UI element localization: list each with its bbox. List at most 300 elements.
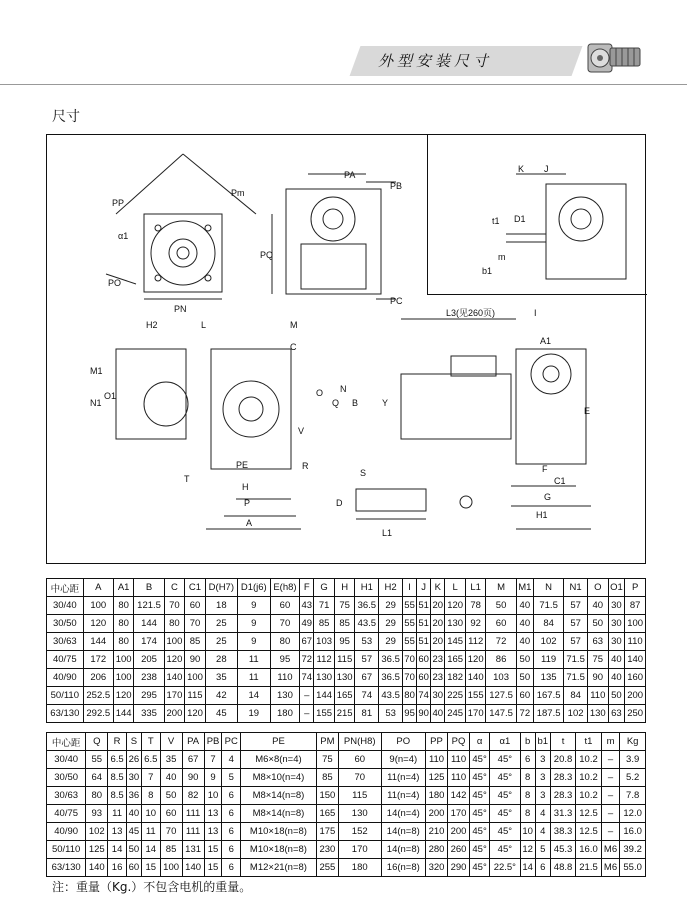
table-cell: 103 <box>314 633 335 651</box>
header-cell: b1 <box>535 733 550 751</box>
table-cell: 75 <box>334 597 355 615</box>
table-cell: 60 <box>126 859 141 877</box>
table-cell: 180 <box>270 705 300 723</box>
table-cell: 12.5 <box>576 823 601 841</box>
header-cell: A1 <box>113 579 134 597</box>
table-cell: 3.9 <box>620 751 646 769</box>
table-cell: 29 <box>379 633 403 651</box>
table-cell: 16 <box>108 859 127 877</box>
label-h1: H1 <box>536 510 548 520</box>
table-cell: 50 <box>588 615 609 633</box>
table-cell: 14(n=8) <box>381 841 425 859</box>
header-cell: V <box>160 733 182 751</box>
header-cell: P <box>625 579 646 597</box>
table-cell: 85 <box>160 841 182 859</box>
table-cell: 30 <box>608 597 625 615</box>
table-cell: 100 <box>160 859 182 877</box>
table-cell: 74 <box>355 687 379 705</box>
table-cell: 87 <box>625 597 646 615</box>
table-cell: 75 <box>588 651 609 669</box>
header-cell: I <box>403 579 417 597</box>
table-cell: 23 <box>431 651 445 669</box>
table-cell: 16.0 <box>576 841 601 859</box>
table-cell: M12×21(n=8) <box>241 859 317 877</box>
table-cell: 110 <box>625 633 646 651</box>
table-cell: M6×8(n=4) <box>241 751 317 769</box>
table-cell: 10 <box>142 805 161 823</box>
table-cell: 230 <box>316 841 338 859</box>
table-cell: 14(n=8) <box>381 823 425 841</box>
table-cell: 55 <box>403 633 417 651</box>
label-h: H <box>242 482 249 492</box>
table-cell: 3 <box>535 787 550 805</box>
table-cell: 31.3 <box>550 805 575 823</box>
table-cell: 130 <box>445 615 466 633</box>
table-cell: 45° <box>470 805 490 823</box>
table-cell: 200 <box>164 705 185 723</box>
table-cell: 6 <box>535 859 550 877</box>
label-q: Q <box>332 398 340 408</box>
table-cell: 111 <box>182 823 204 841</box>
table-cell: 40/75 <box>47 805 86 823</box>
table-row <box>47 669 646 687</box>
label-n: N <box>340 384 347 394</box>
label-p: P <box>244 498 251 508</box>
table-cell: 55 <box>86 751 108 769</box>
table-cell: 290 <box>448 859 470 877</box>
table-cell: 140 <box>625 651 646 669</box>
table-cell: 102 <box>86 823 108 841</box>
table-cell: 5 <box>222 769 241 787</box>
dimension-table-1 <box>46 578 646 723</box>
table-cell: 28 <box>205 651 237 669</box>
table-cell: 86 <box>486 651 516 669</box>
table-cell: 12.5 <box>576 805 601 823</box>
table-cell: 6 <box>520 751 535 769</box>
table-cell: 70 <box>185 615 206 633</box>
header-cell: K <box>431 579 445 597</box>
header-cell: PA <box>182 733 204 751</box>
header-cell: L1 <box>465 579 486 597</box>
table-cell: 110 <box>588 687 609 705</box>
label-pe: PE <box>236 460 249 470</box>
table-cell: 53 <box>379 705 403 723</box>
table-cell: 144 <box>83 633 113 651</box>
table-cell: 110 <box>448 751 470 769</box>
table-cell: 45° <box>490 751 520 769</box>
table-cell: 8.5 <box>108 769 127 787</box>
header-cell: N <box>534 579 564 597</box>
table-cell: 131 <box>182 841 204 859</box>
table-cell: 39.2 <box>620 841 646 859</box>
table-cell: 6 <box>222 787 241 805</box>
label-o1: O1 <box>104 391 117 401</box>
table-cell: 60 <box>417 651 431 669</box>
table-cell: 40/75 <box>47 651 84 669</box>
table-cell: 92 <box>465 615 486 633</box>
table-cell: 48.8 <box>550 859 575 877</box>
header-cell: PN(H8) <box>338 733 381 751</box>
header-cell: M1 <box>516 579 533 597</box>
table-cell: 115 <box>185 687 206 705</box>
table-cell: 10 <box>520 823 535 841</box>
table-cell: 120 <box>185 705 206 723</box>
table-cell: 125 <box>426 769 448 787</box>
table-cell: 252.5 <box>83 687 113 705</box>
table-cell: 8.5 <box>108 787 127 805</box>
table-cell: 9 <box>204 769 222 787</box>
table-cell: 120 <box>445 597 466 615</box>
table-cell: 51 <box>417 597 431 615</box>
table-cell: 170 <box>338 841 381 859</box>
label-m-top: M <box>290 320 298 330</box>
header-cell: H <box>334 579 355 597</box>
table-cell: 60 <box>486 615 516 633</box>
table-cell: M8×14(n=8) <box>241 805 317 823</box>
table-cell: 144 <box>113 705 134 723</box>
label-s: S <box>360 468 367 478</box>
label-c: C <box>290 342 297 352</box>
header-cell: Kg <box>620 733 646 751</box>
table-cell: 26 <box>126 751 141 769</box>
table-row <box>47 687 646 705</box>
table-cell: 110 <box>448 769 470 787</box>
table-cell: 110 <box>270 669 300 687</box>
table-row <box>47 769 646 787</box>
table-cell: 80 <box>113 597 134 615</box>
table-cell: 110 <box>426 751 448 769</box>
table-cell: 95 <box>403 705 417 723</box>
table-cell: 155 <box>465 687 486 705</box>
table-cell: 70 <box>403 651 417 669</box>
table-cell: 40 <box>516 597 533 615</box>
table-cell: 60 <box>270 597 300 615</box>
label-e: E <box>584 406 591 416</box>
table-cell: 10.2 <box>576 751 601 769</box>
table-cell: 120 <box>83 615 113 633</box>
table-cell: 9 <box>237 615 270 633</box>
gearmotor-logo-icon <box>586 36 644 78</box>
table-cell: 8 <box>520 805 535 823</box>
table-cell: – <box>601 787 620 805</box>
table-cell: 7 <box>204 751 222 769</box>
table-cell: 45° <box>490 769 520 787</box>
table-cell: 11(n=4) <box>381 769 425 787</box>
header-cell: O <box>588 579 609 597</box>
label-a: A <box>246 518 253 528</box>
table-cell: 45° <box>490 805 520 823</box>
table-cell: – <box>300 705 314 723</box>
table-cell: 165 <box>445 651 466 669</box>
table-cell: 40 <box>516 615 533 633</box>
table-cell: 40 <box>160 769 182 787</box>
table-cell: 30/50 <box>47 615 84 633</box>
label-pa: PA <box>344 170 356 180</box>
table-cell: 3 <box>535 769 550 787</box>
table-cell: 45 <box>205 705 237 723</box>
table-cell: 60 <box>185 597 206 615</box>
table-cell: 63 <box>608 705 625 723</box>
header-cell: H2 <box>379 579 403 597</box>
output-shaft-view <box>356 489 472 519</box>
weight-footnote: 注：重量（Kg.）不包含电机的重量。 <box>52 880 252 894</box>
table-cell: 30/50 <box>47 769 86 787</box>
table-cell: 40 <box>126 805 141 823</box>
table-cell: 160 <box>625 669 646 687</box>
table-cell: 30/63 <box>47 633 84 651</box>
label-pb: PB <box>390 181 403 191</box>
table-cell: 6 <box>222 823 241 841</box>
table-row <box>47 705 646 723</box>
table-cell: 72 <box>516 705 533 723</box>
table-cell: 13 <box>108 823 127 841</box>
table-cell: 90 <box>182 769 204 787</box>
table-cell: 200 <box>625 687 646 705</box>
header-cell: C <box>164 579 185 597</box>
table-cell: 25 <box>205 615 237 633</box>
table-cell: 120 <box>465 651 486 669</box>
table-cell: 70 <box>338 769 381 787</box>
table-cell: 16.0 <box>620 823 646 841</box>
table-cell: 71.5 <box>564 669 588 687</box>
table-cell: 80 <box>113 633 134 651</box>
table-cell: 3 <box>535 751 550 769</box>
table-cell: 10.2 <box>576 769 601 787</box>
table-cell: 57 <box>564 615 588 633</box>
table-cell: 51 <box>417 615 431 633</box>
table-cell: 175 <box>316 823 338 841</box>
detail-subpanel-frame <box>427 134 647 295</box>
table-cell: 74 <box>417 687 431 705</box>
label-l1: L1 <box>382 528 393 538</box>
table-cell: 238 <box>134 669 164 687</box>
header-cell: PE <box>241 733 317 751</box>
header-cell: PM <box>316 733 338 751</box>
label-j: J <box>544 164 549 174</box>
table-cell: 30 <box>608 615 625 633</box>
table-cell: 11 <box>108 805 127 823</box>
header-cell: 中心距 <box>47 579 84 597</box>
table-cell: 36.5 <box>379 669 403 687</box>
table-cell: 63/130 <box>47 859 86 877</box>
table-cell: 81 <box>355 705 379 723</box>
header-cell: C1 <box>185 579 206 597</box>
table-cell: 255 <box>316 859 338 877</box>
header-cell: Q <box>86 733 108 751</box>
table-cell: 20 <box>431 633 445 651</box>
label-v: V <box>298 426 305 436</box>
table-cell: M6 <box>601 841 620 859</box>
table-cell: 15 <box>204 859 222 877</box>
table-cell: 67 <box>355 669 379 687</box>
table-cell: 144 <box>314 687 335 705</box>
table-cell: – <box>300 687 314 705</box>
table-cell: 174 <box>134 633 164 651</box>
label-d: D <box>336 498 343 508</box>
table-cell: 245 <box>445 705 466 723</box>
table-cell: 130 <box>334 669 355 687</box>
label-d1: D1 <box>514 214 526 224</box>
table-cell: 8 <box>142 787 161 805</box>
table-cell: 135 <box>534 669 564 687</box>
table-cell: 63/130 <box>47 705 84 723</box>
table-cell: 5 <box>535 841 550 859</box>
table-cell: 30/40 <box>47 751 86 769</box>
table-cell: 85 <box>185 633 206 651</box>
table-cell: 57 <box>355 651 379 669</box>
table-cell: 15 <box>204 841 222 859</box>
table-row <box>47 597 646 615</box>
table-cell: 13 <box>204 805 222 823</box>
table-cell: 14 <box>142 841 161 859</box>
table-cell: – <box>601 805 620 823</box>
table-cell: 60 <box>516 687 533 705</box>
table-cell: 78 <box>465 597 486 615</box>
header-cell: G <box>314 579 335 597</box>
table-cell: 35 <box>160 751 182 769</box>
table-cell: 100 <box>83 597 113 615</box>
table-cell: 40 <box>431 705 445 723</box>
table-cell: 335 <box>134 705 164 723</box>
table-cell: 200 <box>448 823 470 841</box>
table-cell: 85 <box>316 769 338 787</box>
table-cell: 140 <box>182 859 204 877</box>
header-rule <box>0 84 687 85</box>
table-cell: 120 <box>113 687 134 705</box>
table-cell: 6 <box>222 859 241 877</box>
table-cell: 8 <box>520 787 535 805</box>
header-cell: α1 <box>490 733 520 751</box>
table-cell: 30/40 <box>47 597 84 615</box>
header-cell: PB <box>204 733 222 751</box>
label-m1: M1 <box>90 366 103 376</box>
table-cell: 50 <box>608 687 625 705</box>
table-cell: 71.5 <box>534 597 564 615</box>
table-cell: 30/63 <box>47 787 86 805</box>
label-pq: PQ <box>260 250 274 260</box>
table-cell: 140 <box>86 859 108 877</box>
table-cell: 70 <box>164 597 185 615</box>
table-cell: 10.2 <box>576 787 601 805</box>
table-cell: 36.5 <box>355 597 379 615</box>
table-cell: 6 <box>222 841 241 859</box>
label-pp: PP <box>112 198 125 208</box>
table-cell: 12.0 <box>620 805 646 823</box>
table-cell: 43.5 <box>379 687 403 705</box>
table-cell: 260 <box>448 841 470 859</box>
header-cell: m <box>601 733 620 751</box>
table-cell: M6 <box>601 859 620 877</box>
table-cell: 45° <box>470 823 490 841</box>
header-cell: PP <box>426 733 448 751</box>
table-cell: 72 <box>486 633 516 651</box>
header-cell: 中心距 <box>47 733 86 751</box>
table-cell: 40 <box>588 597 609 615</box>
table-cell: 100 <box>185 669 206 687</box>
table-cell: – <box>601 751 620 769</box>
header-cell: D1(j6) <box>237 579 270 597</box>
table-cell: 80 <box>164 615 185 633</box>
header-cell: B <box>134 579 164 597</box>
table-cell: 30 <box>126 769 141 787</box>
table-cell: 292.5 <box>83 705 113 723</box>
table-cell: M8×10(n=4) <box>241 769 317 787</box>
table-cell: 50 <box>126 841 141 859</box>
section-title: 尺寸 <box>52 109 80 125</box>
table-cell: 23 <box>431 669 445 687</box>
label-t1: t1 <box>492 216 500 226</box>
flange-view <box>106 154 272 299</box>
table-cell: 6.5 <box>108 751 127 769</box>
table-cell: 120 <box>164 651 185 669</box>
motor-view <box>401 319 591 529</box>
table-cell: 29 <box>379 597 403 615</box>
table-cell: 130 <box>588 705 609 723</box>
table-cell: 127.5 <box>486 687 516 705</box>
table-row <box>47 751 646 769</box>
table-cell: 145 <box>445 633 466 651</box>
table-cell: 103 <box>486 669 516 687</box>
table-cell: 36.5 <box>379 651 403 669</box>
table-cell: 112 <box>314 651 335 669</box>
table-cell: 5.2 <box>620 769 646 787</box>
table-cell: 22.5° <box>490 859 520 877</box>
label-n1: N1 <box>90 398 102 408</box>
dimension-table-2 <box>46 732 646 877</box>
header-cell: T <box>142 733 161 751</box>
table-cell: 84 <box>534 615 564 633</box>
table-cell: 152 <box>338 823 381 841</box>
table-cell: 70 <box>403 669 417 687</box>
table-cell: 30 <box>431 687 445 705</box>
table-cell: 55 <box>403 597 417 615</box>
table-cell: 50 <box>486 597 516 615</box>
table-cell: 7 <box>142 769 161 787</box>
table-cell: 130 <box>314 669 335 687</box>
header-cell: E(h8) <box>270 579 300 597</box>
label-pc: PC <box>390 296 403 306</box>
table-cell: 50/110 <box>47 841 86 859</box>
table-cell: 100 <box>164 633 185 651</box>
table-row <box>47 651 646 669</box>
table-cell: 200 <box>426 805 448 823</box>
table-cell: 295 <box>134 687 164 705</box>
table-cell: 14 <box>237 687 270 705</box>
table-cell: 40/90 <box>47 669 84 687</box>
table-cell: 9(n=4) <box>381 751 425 769</box>
label-a1: A1 <box>540 336 552 346</box>
table-cell: 142 <box>448 787 470 805</box>
table-cell: 21.5 <box>576 859 601 877</box>
header-cell: PO <box>381 733 425 751</box>
gearbox-main-view <box>116 349 301 529</box>
table-cell: 215 <box>334 705 355 723</box>
table-row <box>47 859 646 877</box>
table-cell: 140 <box>164 669 185 687</box>
header-cell: M <box>486 579 516 597</box>
table-cell: 40/90 <box>47 823 86 841</box>
table-cell: 15 <box>142 859 161 877</box>
table-cell: 147.5 <box>486 705 516 723</box>
header-cell: N1 <box>564 579 588 597</box>
table-cell: 64 <box>86 769 108 787</box>
label-t: T <box>184 474 190 484</box>
table-cell: 40 <box>608 669 625 687</box>
table-cell: 20 <box>431 597 445 615</box>
table-cell: 45 <box>126 823 141 841</box>
table-cell: 50 <box>516 651 533 669</box>
table-cell: 90 <box>185 651 206 669</box>
